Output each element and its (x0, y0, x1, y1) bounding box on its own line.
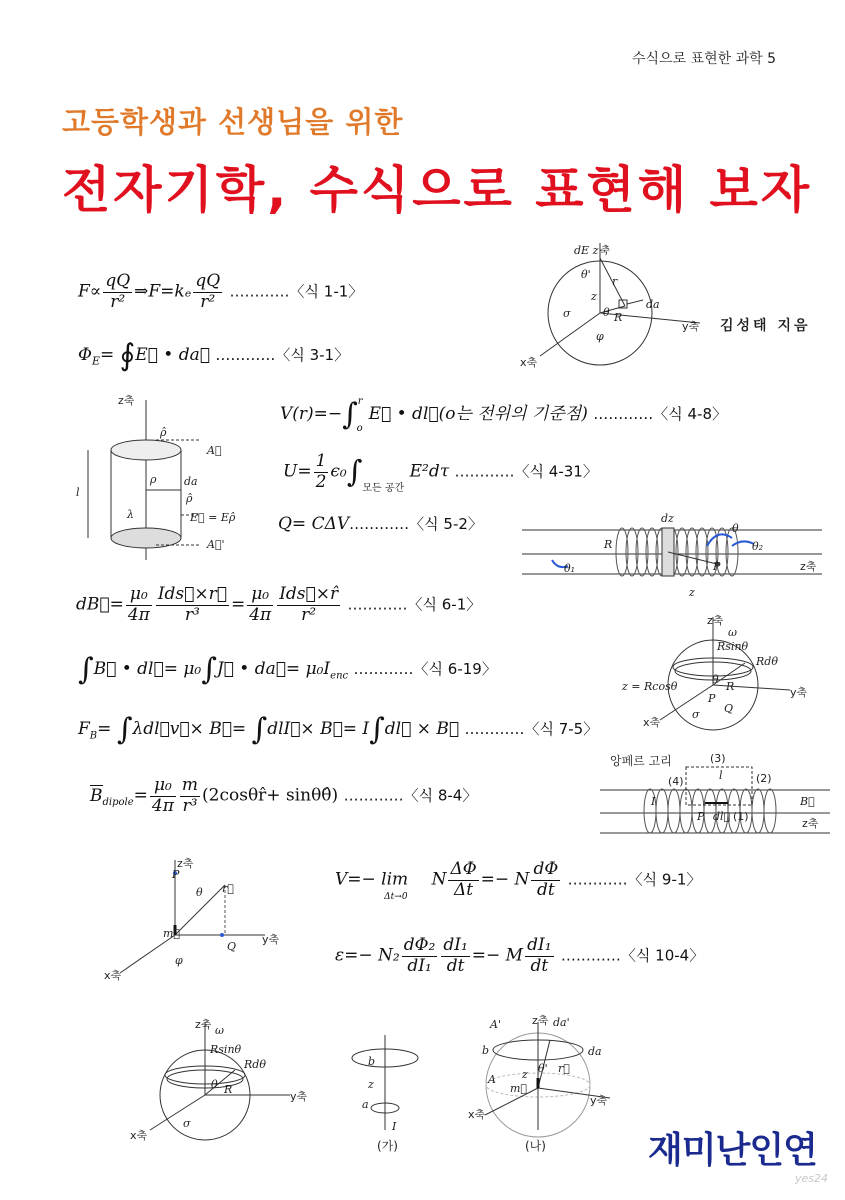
label-na-z: z (522, 1068, 528, 1081)
label-na-b: b (482, 1044, 490, 1057)
label-loops-b: b (368, 1055, 376, 1068)
label-na-theta-prime: θ' (538, 1062, 548, 1075)
label-loop-l: l (719, 769, 723, 782)
equation-10-4: ε=− N₂ $\frac{\text{dΦ₂}}{\text{dI₁}}$ $\frac{\text{dI₁}}{dt}$ =− M $\frac{\text{dI₁}}{dt}$ …………〈식 10-4〉 (335, 935, 705, 976)
watermark: yes24 (795, 1172, 829, 1185)
label-na-A: A (488, 1073, 496, 1086)
label-A: A⃗ (207, 444, 222, 457)
label-loops-a: a (362, 1098, 369, 1111)
caption-na: (나) (525, 1139, 546, 1153)
label-z-axis: dE z축 (574, 244, 609, 257)
label-mid-z-axis: z축 (707, 614, 724, 627)
label-sol-z-axis: z축 (800, 560, 817, 573)
label-dip-z-axis: z축 (177, 857, 194, 870)
label-loop-dl: dl⃗ (713, 810, 731, 823)
label-dip-P: P (172, 868, 180, 881)
label-bot-y-axis: y축 (290, 1090, 308, 1103)
label-bot-sigma: σ (183, 1117, 191, 1130)
equation-4-8: V(r)=−∫$^r_o$E⃗ • dl⃗(o는 전위의 기준점) …………〈식 4-8〉 (280, 396, 728, 435)
label-theta-prime: θ' (581, 268, 591, 281)
label-loop-1: (1) (733, 810, 749, 823)
sphere-field-diagram (515, 238, 715, 368)
label-mid-sigma: σ (692, 708, 700, 721)
publisher-logo: 재미난인연 (648, 1130, 817, 1171)
label-loop-B: B⃗ (800, 795, 815, 808)
label-loop-4: (4) (668, 775, 684, 788)
ampere-loop-diagram (600, 765, 830, 840)
label-mid-R: R (726, 680, 735, 693)
label-bot-rdtheta: Rdθ (244, 1058, 266, 1071)
label-bot-rsin: Rsinθ (210, 1043, 242, 1056)
label-dip-Q: Q (227, 940, 237, 953)
label-na-y-axis: y축 (590, 1094, 608, 1107)
label-y-axis: y축 (682, 320, 700, 333)
book-title: 전자기학, 수식으로 표현해 보자 (62, 161, 813, 219)
equation-1-1: F∝ $\frac{qQ}{\text{r²}}$ ⇒F=kₑ $\frac{qQ}{\text{r²}}$ …………〈식 1-1〉 (78, 271, 364, 312)
label-rdtheta: Rdθ (756, 655, 778, 668)
label-loop-I: I (651, 795, 656, 808)
label-bot-z-axis: z축 (195, 1018, 212, 1031)
author: 김성태 지음 (720, 318, 811, 334)
solenoid-diagram (522, 518, 832, 590)
label-rho: ρ (150, 473, 157, 486)
label-loops-z: z (368, 1078, 374, 1091)
label-theta: θ (603, 306, 610, 319)
label-r: r (612, 275, 618, 288)
label-dip-theta: θ (196, 886, 203, 899)
label-rsin: Rsinθ (717, 640, 749, 653)
equation-5-2: Q= CΔV…………〈식 5-2〉 (278, 514, 483, 534)
label-na-da-prime: da' (553, 1016, 570, 1029)
equation-8-4: $B_{dipole}=$ $\frac{\text{μ₀}}{4\pi}$ $\frac{m}{\text{r³}}$ (2cosθr̂+ sinθθ̂) …………〈식 8-4〉 (90, 775, 478, 816)
bottom-sphere-diagram (130, 1020, 310, 1145)
label-loop-P: P (697, 810, 705, 823)
label-R: R (614, 311, 623, 324)
label-bot-omega: ω (215, 1024, 224, 1037)
rotating-sphere-diagram (640, 615, 810, 735)
label-loops-I: I (392, 1120, 397, 1133)
label-E-field: E⃗ = Eρ̂ (190, 511, 236, 524)
label-loop-2: (2) (756, 772, 772, 785)
label-loop-z-axis: z축 (802, 817, 819, 830)
coaxial-loops-diagram (345, 1030, 425, 1135)
label-z: z (591, 290, 597, 303)
label-l: l (76, 486, 80, 499)
equation-3-1: $\Phi_E=$ ∮E⃗ • da⃗ …………〈식 3-1〉 (78, 338, 350, 373)
label-na-z-axis: z축 (532, 1014, 549, 1027)
label-na-x-axis: x축 (468, 1108, 486, 1121)
caption-ga: (가) (377, 1139, 398, 1153)
label-na-m: m⃗ (510, 1082, 528, 1095)
equation-9-1: $V=- \lim_{\Delta t\to 0}N$ $\frac{\Delta\Phi}{\Delta t}$ =− N $\frac{d\Phi}{dt}$ …………〈식 9-1〉 (335, 859, 702, 902)
label-mid-P: P (708, 692, 716, 705)
label-omega: ω (728, 626, 737, 639)
label-loop-3: (3) (710, 752, 726, 765)
equation-6-1: dB⃗= $\frac{\text{μ₀}}{4\pi}$ $\frac{\text{Ids⃗×r⃗}}{\text{r³}}$ = $\frac{\text{μ₀}}{4\pi}$ $\frac{\text{Ids⃗×r̂}}{\text{r²}}$ …………〈식 6-1〉 (76, 584, 482, 625)
label-dip-r: r⃗ (222, 882, 234, 895)
label-sigma: σ (563, 307, 571, 320)
book-subtitle: 고등학생과 선생님을 위한 (62, 105, 404, 139)
label-cyl-da: da (184, 475, 198, 488)
label-sol-theta: θ (732, 522, 739, 535)
label-dip-phi: φ (175, 954, 183, 967)
label-bot-x-axis: x축 (130, 1129, 148, 1142)
equation-6-19: ∫B⃗ • dl⃗= μ₀∫J⃗ • da⃗= $\mu_0I_{enc}$ …………〈식 6-19〉 (78, 652, 497, 687)
label-dz: dz (661, 512, 674, 525)
label-na-A-prime: A' (490, 1018, 501, 1031)
label-na-da: da (588, 1045, 602, 1058)
label-sol-z: z (689, 586, 695, 599)
label-z-rcos: z = Rcosθ (622, 680, 678, 693)
ampere-loop-title: 앙페르 고리 (610, 754, 672, 768)
label-mid-x-axis: x축 (643, 716, 661, 729)
label-mid-theta: θ (712, 673, 719, 686)
series-label: 수식으로 표현한 과학 5 (632, 51, 776, 67)
label-theta2: θ₂ (752, 540, 764, 553)
label-dip-m: m⃗ (163, 927, 181, 940)
label-da: da (646, 298, 660, 311)
equation-4-31: U= $\frac{1}{2}$ $\epsilon_0\int_{모든 공간}$ E²dτ …………〈식 4-31〉 (283, 451, 598, 494)
label-dip-y-axis: y축 (262, 933, 280, 946)
label-x-axis: x축 (520, 356, 538, 369)
dipole-diagram (100, 855, 280, 980)
label-bot-theta: θ (211, 1078, 218, 1091)
label-bot-R: R (224, 1083, 233, 1096)
label-mid-y-axis: y축 (790, 686, 808, 699)
label-dip-x-axis: x축 (104, 969, 122, 982)
label-rho-hat-2: ρ̂ (186, 492, 193, 505)
label-cyl-z-axis: z축 (118, 394, 135, 407)
label-mid-Q: Q (724, 702, 734, 715)
label-rho-hat: ρ̂ (160, 426, 167, 439)
label-lambda: λ (127, 508, 134, 521)
label-sol-R: R (604, 538, 613, 551)
label-phi: φ (596, 330, 604, 343)
label-theta1: θ₁ (564, 562, 576, 575)
label-sol-P: P (713, 560, 721, 573)
equation-7-5: $F_B=$ ∫λdl⃗v⃗× B⃗= ∫dlI⃗× B⃗= I∫dl⃗ × B⃗ …………〈식 7-5〉 (78, 712, 599, 747)
label-A-prime: A⃗' (207, 538, 225, 551)
label-na-r: r⃗ (558, 1062, 570, 1075)
